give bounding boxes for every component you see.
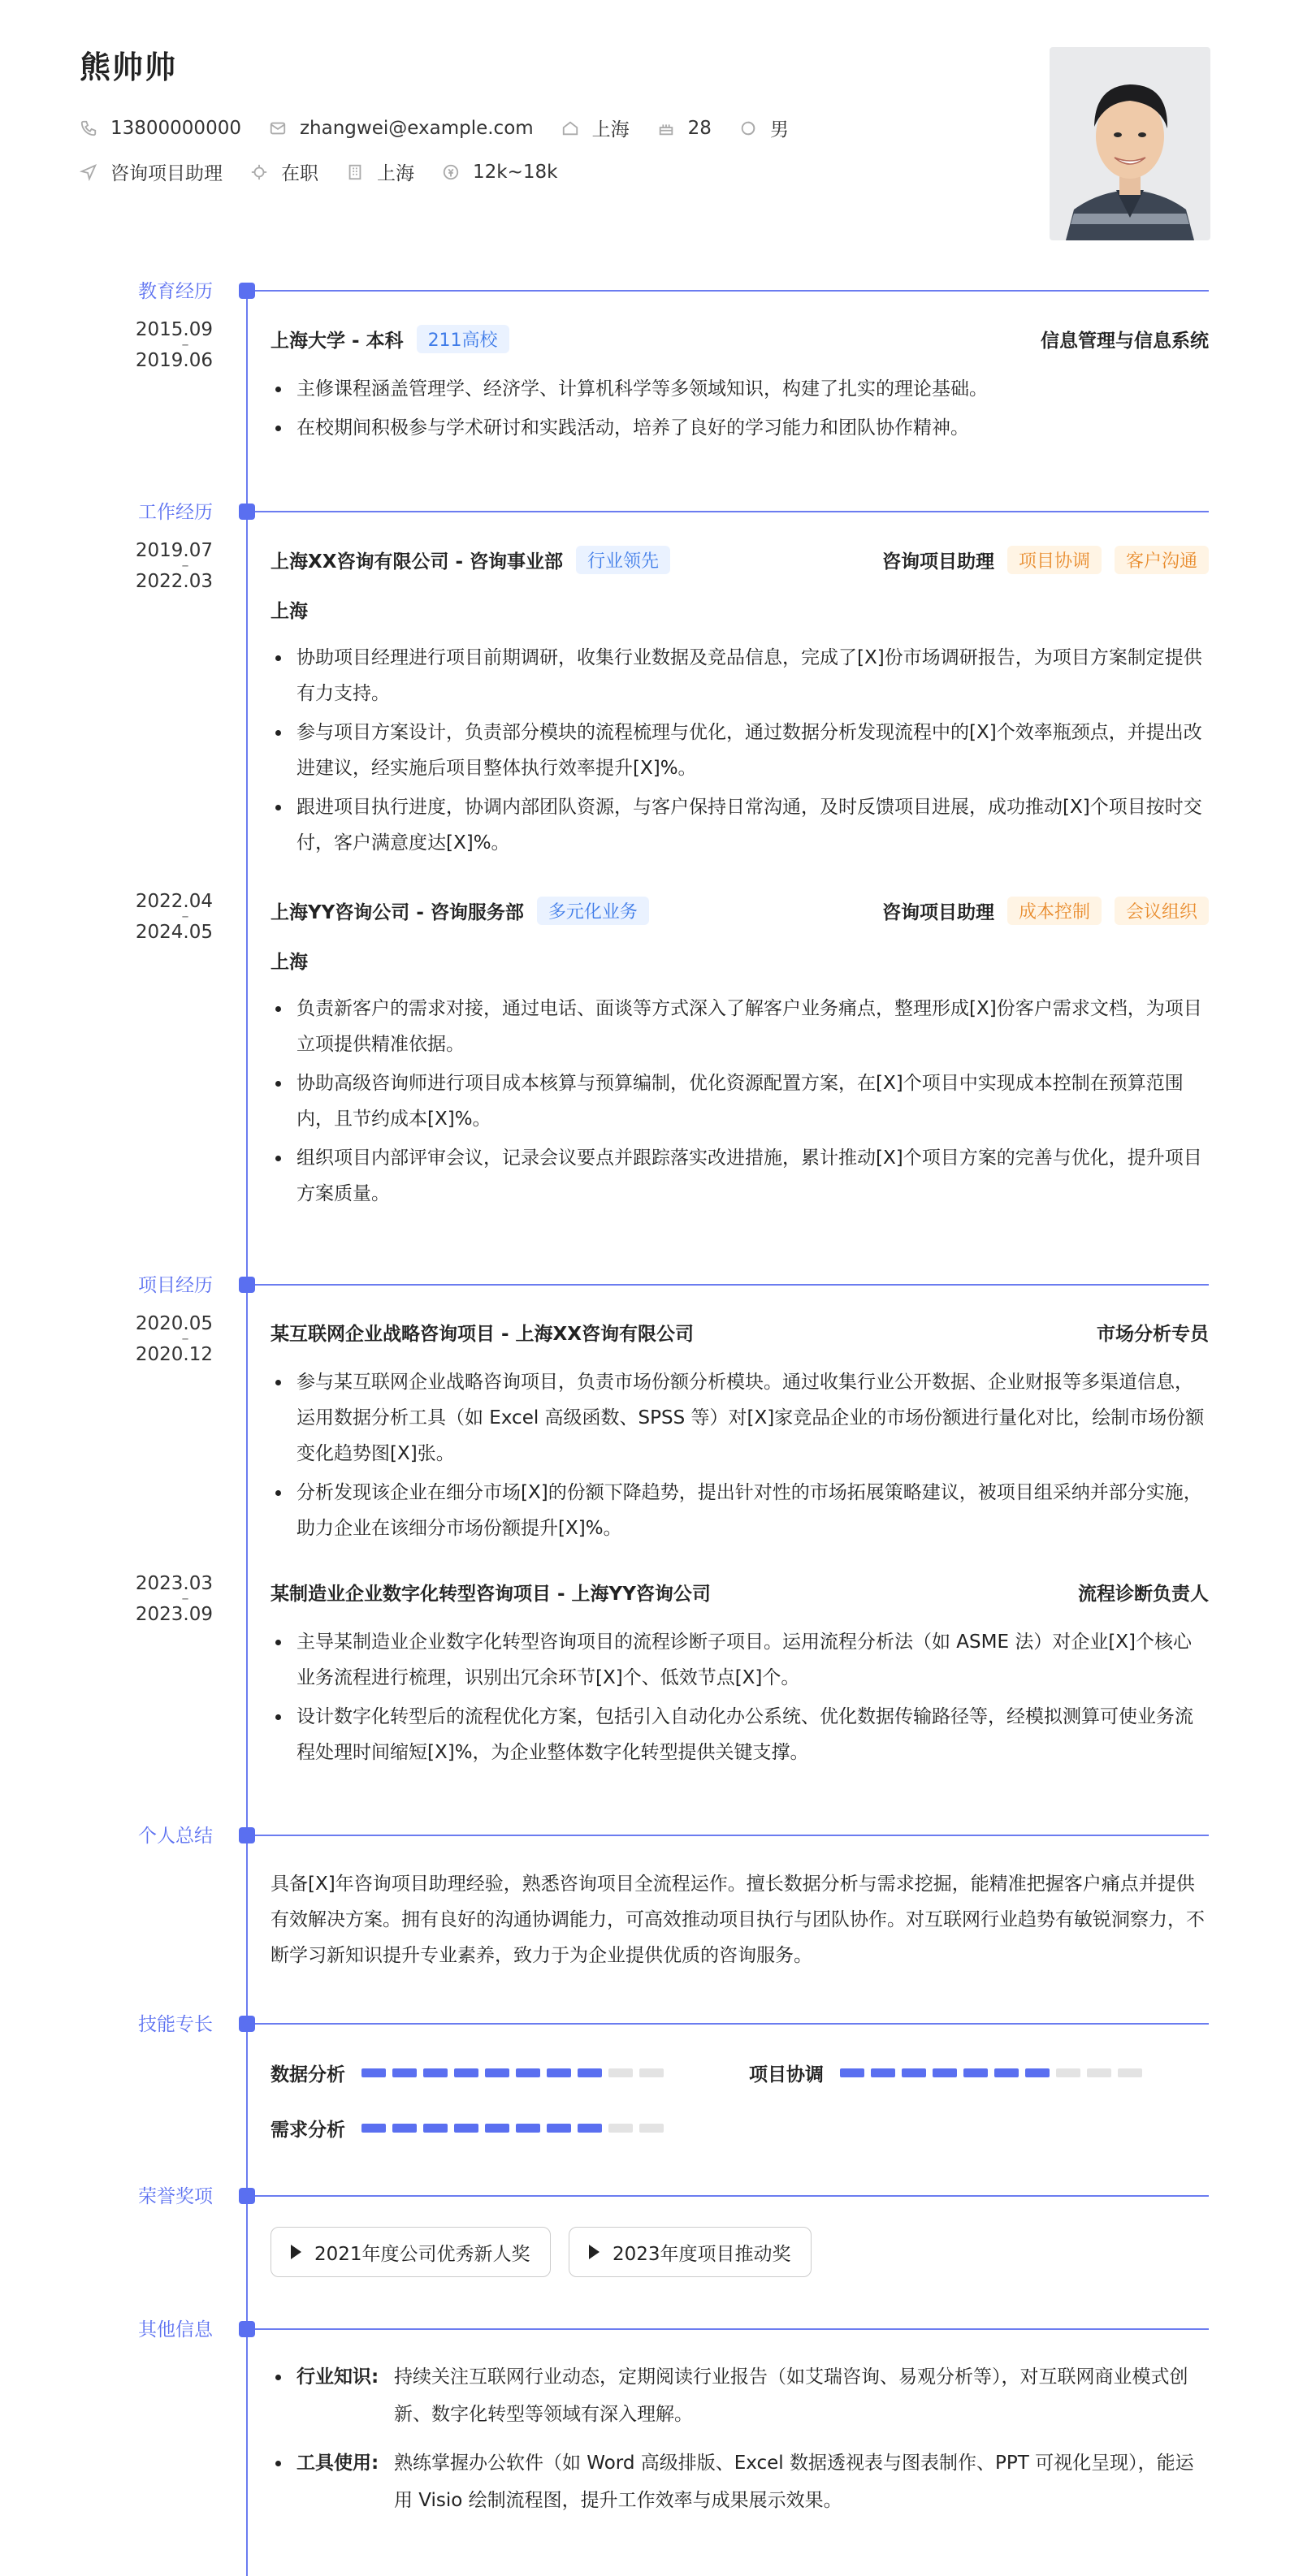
section-title-education: 教育经历 [138,281,213,302]
profile-photo [1050,47,1210,240]
project-title: 某制造业企业数字化转型咨询项目 - 上海YY咨询公司 [271,1584,711,1605]
skill-level-segment [454,2124,478,2133]
section-title-summary: 个人总结 [138,1826,213,1847]
bullet-dot [275,2461,281,2466]
skill-item [271,2060,670,2086]
section-marker [239,2016,255,2032]
project-bullets [271,1364,1209,1549]
target-city-item [346,158,414,185]
salary-icon [442,163,460,181]
skill-level-segment [1025,2068,1050,2077]
job-role: 咨询项目助理 [881,902,994,923]
skill-level-segment [392,2124,417,2133]
date-end: 2019.06 [135,350,213,371]
skill-level-segment [933,2068,957,2077]
section-divider [255,2328,1209,2330]
section-divider [255,2023,1209,2025]
skill-tag: 会议组织 [1115,897,1209,925]
skill-level-segment [547,2124,571,2133]
section-marker [239,283,255,299]
work-city: 上海 [271,952,308,973]
skill-level-segment [454,2068,478,2077]
skill-level-segment [840,2068,864,2077]
section-title-awards: 荣誉奖项 [138,2186,213,2207]
building-icon [346,163,364,181]
skill-level-segment [423,2124,448,2133]
skill-level-segment [578,2068,602,2077]
skill-level-segment [1087,2068,1111,2077]
cake-icon [657,119,675,137]
status-icon [250,163,268,181]
skill-level-bar [361,2068,670,2077]
position-item [80,158,223,185]
phone-item [80,118,241,139]
date-start: 2020.05 [135,1313,213,1334]
skill-tag: 项目协调 [1007,546,1102,574]
skill-level-segment [361,2068,386,2077]
skill-tag: 成本控制 [1007,897,1102,925]
skill-level-segment [361,2124,386,2133]
company-name: 上海YY咨询公司 - 咨询服务部 [271,902,524,923]
contact-row [80,115,816,141]
skill-level-segment [547,2068,571,2077]
home-icon [561,119,579,137]
major: 信息管理与信息系统 [1041,331,1209,352]
work-date [122,541,213,591]
bullet-dot [275,2375,281,2380]
date-dash: – [181,1330,189,1347]
work-city: 上海 [271,601,308,622]
section-divider [255,1284,1209,1286]
section-divider [255,511,1209,512]
date-start: 2015.09 [135,319,213,340]
phone-value: 13800000000 [110,117,241,139]
section-marker [239,504,255,520]
age-item [657,118,712,139]
date-start: 2023.03 [135,1573,213,1594]
date-end: 2023.09 [135,1604,213,1625]
gender-icon [739,119,757,137]
project-header [271,1319,1209,1346]
skill-level-segment [1118,2068,1142,2077]
email-item [269,118,534,139]
other-item [271,2444,1209,2519]
work-header [271,897,1209,925]
skill-level-segment [516,2068,540,2077]
section-divider [255,1835,1209,1836]
skill-level-segment [963,2068,988,2077]
status-item [250,158,318,185]
candidate-name: 熊帅帅 [80,50,178,85]
gender-item [739,115,789,141]
salary-item [442,162,557,183]
skill-level-segment [994,2068,1019,2077]
phone-icon [80,119,97,137]
project-header [271,1579,1209,1606]
project-role: 流程诊断负责人 [1078,1584,1209,1605]
other-item [271,2358,1209,2433]
list-item: 组织项目内部评审会议，记录会议要点并跟踪落实改进措施，累计推动[X]个项目方案的完善与优化，提升项目方案质量。 [271,1140,1209,1212]
section-divider [255,290,1209,292]
date-dash: – [181,336,189,353]
timeline-line [246,284,248,2576]
skill-level-segment [639,2068,664,2077]
project-date [122,1314,213,1364]
section-title-skills: 技能专长 [138,2014,213,2035]
date-end: 2020.12 [135,1344,213,1365]
position-value: 咨询项目助理 [110,163,223,184]
salary-value: 12k~18k [473,161,558,183]
project-title: 某互联网企业战略咨询项目 - 上海XX咨询有限公司 [271,1324,695,1345]
skill-name: 数据分析 [271,2064,345,2085]
project-bullets [271,1624,1209,1774]
skill-level-segment [608,2124,633,2133]
work-bullets [271,991,1209,1215]
date-dash: – [181,908,189,925]
work-date [122,892,213,942]
email-value: zhangwei@example.com [299,117,534,139]
target-city-value: 上海 [377,163,414,184]
status-value: 在职 [281,163,318,184]
education-date [122,320,213,370]
section-marker [239,2321,255,2337]
list-item: 负责新客户的需求对接，通过电话、面谈等方式深入了解客户业务痛点，整理形成[X]份客户需求文档，为项目立项提供精准依据。 [271,991,1209,1062]
skill-level-segment [1056,2068,1080,2077]
gender-value: 男 [769,119,789,140]
city-item [561,115,630,141]
skill-tag: 客户沟通 [1115,546,1209,574]
skill-level-segment [423,2068,448,2077]
school-name: 上海大学 - 本科 [271,331,404,352]
date-end: 2024.05 [135,922,213,943]
skill-level-segment [639,2124,664,2133]
date-dash: – [181,557,189,574]
skill-level-segment [871,2068,895,2077]
section-marker [239,1277,255,1293]
award-item [271,2227,551,2277]
skill-level-segment [485,2124,509,2133]
job-intent-row [80,158,585,185]
school-tag: 211高校 [417,325,509,353]
job-role: 咨询项目助理 [881,551,994,573]
list-item: 主导某制造业企业数字化转型咨询项目的流程诊断子项目。运用流程分析法（如 ASME 法）对企业[X]个核心业务流程进行梳理，识别出冗余环节[X]个、低效节点[X]个。 [271,1624,1209,1696]
skill-item [271,2115,670,2142]
award-item [569,2227,812,2277]
work-header [271,546,1209,574]
skill-level-segment [578,2124,602,2133]
list-item: 跟进项目执行进度，协调内部团队资源，与客户保持日常沟通，及时反馈项目进展，成功推动[X]个项目按时交付，客户满意度达[X]%。 [271,789,1209,861]
summary-text: 具备[X]年咨询项目助理经验，熟悉咨询项目全流程运作。擅长数据分析与需求挖掘，能精准把握客户痛点并提供有效解决方案。拥有良好的沟通协调能力，可高效推动项目执行与团队协作。对互联网行业趋势有敏锐洞察力，不断学习新知识提升专业素养，致力于为企业提供优质的咨询服务。 [271,1874,1205,1966]
section-title-project: 项目经历 [138,1275,213,1296]
company-tag: 行业领先 [576,546,670,574]
skill-level-segment [608,2068,633,2077]
list-item: 分析发现该企业在细分市场[X]的份额下降趋势，提出针对性的市场拓展策略建议，被项目组采纳并部分实施，助力企业在该细分市场份额提升[X]%。 [271,1475,1209,1546]
other-value: 熟练掌握办公软件（如 Word 高级排版、Excel 数据透视表与图表制作、PPT 可视化呈现），能运用 Visio 绘制流程图，提升工作效率与成果展示效果。 [394,2453,1194,2511]
date-start: 2019.07 [135,540,213,561]
play-icon [291,2245,301,2259]
age-value: 28 [687,117,712,139]
list-item: 参与某互联网企业战略咨询项目，负责市场份额分析模块。通过收集行业公开数据、企业财报等多渠道信息，运用数据分析工具（如 Excel 高级函数、SPSS 等）对[X]家竞品企业的市场份额进行量化对比，绘制市场份额变化趋势图[X]张。 [271,1364,1209,1472]
company-name: 上海XX咨询有限公司 - 咨询事业部 [271,551,564,573]
skill-level-bar [840,2068,1149,2077]
education-header [271,325,1209,353]
skill-level-segment [516,2124,540,2133]
skill-level-bar [361,2124,670,2133]
date-end: 2022.03 [135,571,213,592]
section-marker [239,1827,255,1843]
skill-item [749,2060,1149,2086]
award-label: 2021年度公司优秀新人奖 [314,2243,530,2265]
mail-icon [269,119,287,137]
section-marker [239,2188,255,2204]
section-title-work: 工作经历 [138,502,213,523]
list-item: 主修课程涵盖管理学、经济学、计算机科学等多领域知识，构建了扎实的理论基础。 [271,371,1209,407]
skill-level-segment [392,2068,417,2077]
play-icon [589,2245,600,2259]
project-date [122,1574,213,1624]
skill-level-segment [485,2068,509,2077]
skill-name: 项目协调 [749,2064,824,2085]
skill-name: 需求分析 [271,2120,345,2141]
project-role: 市场分析专员 [1097,1324,1209,1345]
date-start: 2022.04 [135,891,213,912]
list-item: 协助高级咨询师进行项目成本核算与预算编制，优化资源配置方案，在[X]个项目中实现成本控制在预算范围内，且节约成本[X]%。 [271,1065,1209,1137]
send-icon [80,163,97,181]
education-bullets [271,371,1209,449]
section-divider [255,2195,1209,2197]
other-value: 持续关注互联网行业动态，定期阅读行业报告（如艾瑞咨询、易观分析等），对互联网商业模式创新、数字化转型等领域有深入理解。 [394,2366,1188,2425]
section-title-other: 其他信息 [138,2319,213,2340]
list-item: 协助项目经理进行项目前期调研，收集行业数据及竞品信息，完成了[X]份市场调研报告，为项目方案制定提供有力支持。 [271,640,1209,711]
date-dash: – [181,1590,189,1607]
list-item: 设计数字化转型后的流程优化方案，包括引入自动化办公系统、优化数据传输路径等，经模拟测算可使业务流程处理时间缩短[X]%，为企业整体数字化转型提供关键支撑。 [271,1699,1209,1770]
work-bullets [271,640,1209,864]
award-label: 2023年度项目推动奖 [613,2243,791,2265]
list-item: 在校期间积极参与学术研讨和实践活动，培养了良好的学习能力和团队协作精神。 [271,410,1209,446]
other-key: 行业知识: [297,2366,379,2388]
list-item: 参与项目方案设计，负责部分模块的流程梳理与优化，通过数据分析发现流程中的[X]个效率瓶颈点，并提出改进建议，经实施后项目整体执行效率提升[X]%。 [271,715,1209,786]
company-tag: 多元化业务 [537,897,649,925]
other-key: 工具使用: [297,2453,379,2474]
skill-level-segment [902,2068,926,2077]
city-value: 上海 [591,119,630,140]
